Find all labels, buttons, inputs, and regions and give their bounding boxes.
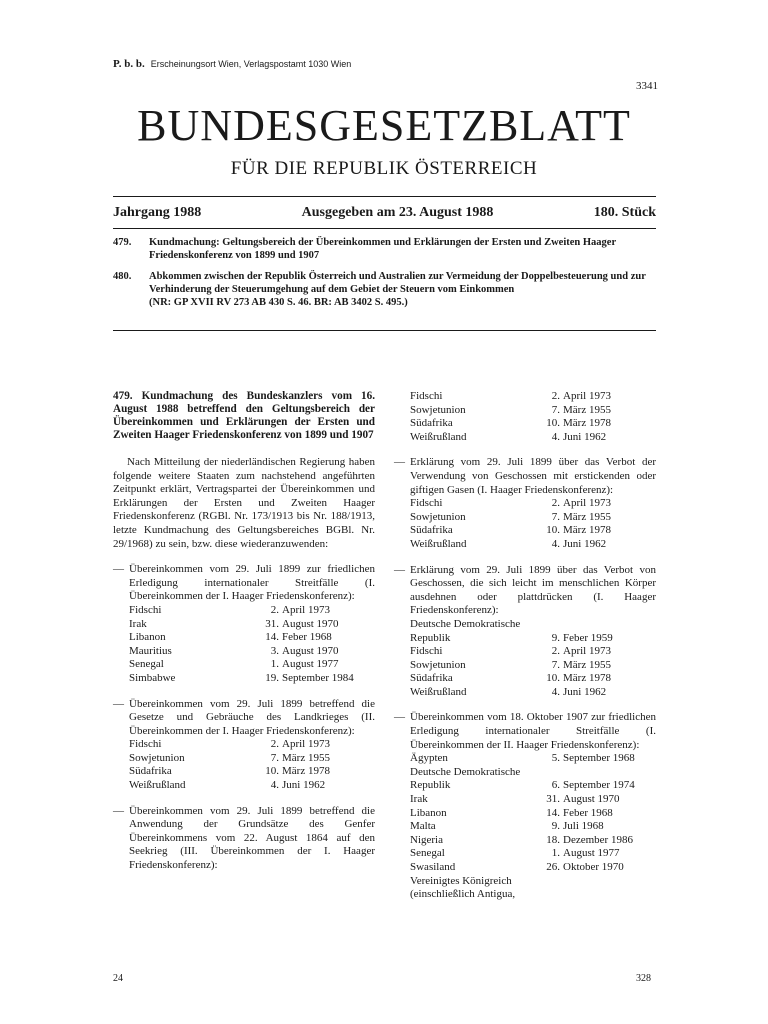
state-name: Weißrußland <box>410 685 467 698</box>
date-day: 5. <box>551 752 560 765</box>
date-day: 4. <box>551 537 560 550</box>
date-day: 4. <box>551 430 560 443</box>
state-name: Südafrika <box>410 524 453 537</box>
table-row <box>410 686 656 700</box>
table-row <box>410 497 656 511</box>
table-row <box>410 511 656 525</box>
date-day: 10. <box>546 417 560 430</box>
effective-date <box>544 766 656 780</box>
state-name: Vereinigtes Königreich <box>410 874 512 887</box>
state-name: Senegal <box>410 847 445 860</box>
date-day: 7. <box>551 403 560 416</box>
postal-bold: P. b. b. <box>113 58 145 70</box>
date-day: 2. <box>270 738 279 751</box>
state-name: Senegal <box>129 658 164 671</box>
rule-toc-end <box>113 330 656 331</box>
date-month-year: Juni 1962 <box>563 430 607 443</box>
state-table <box>410 390 656 444</box>
effective-date <box>263 658 375 672</box>
date-month-year: Juli 1968 <box>563 820 604 833</box>
table-row <box>410 779 656 793</box>
state-name: Irak <box>129 617 147 630</box>
date-month-year: Dezember 1986 <box>563 833 633 846</box>
dash-marker: — <box>394 456 405 469</box>
toc-reference: (NR: GP XVII RV 273 AB 430 S. 46. BR: AB 3402 S. 495.) <box>149 297 408 308</box>
right-column <box>394 390 656 902</box>
treaty-section <box>113 698 375 793</box>
treaty-text: Übereinkommen vom 18. Oktober 1907 zur friedlichen Erledigung internationaler Streitfälle (I. Übereinkommen der II. Haager Friedenskonferenz): <box>410 711 656 751</box>
state-name: Fidschi <box>410 645 443 658</box>
date-day: 6. <box>551 779 560 792</box>
state-name: Deutsche Demokratische <box>410 617 521 630</box>
treaty-description <box>394 456 656 497</box>
effective-date <box>263 779 375 793</box>
effective-date <box>544 752 656 766</box>
effective-date <box>263 631 375 645</box>
toc-number: 479. <box>113 237 132 248</box>
state-name: Südafrika <box>410 672 453 685</box>
state-name: Fidschi <box>410 390 443 402</box>
toc-number: 480. <box>113 271 132 282</box>
state-name: Deutsche Demokratische <box>410 765 521 778</box>
effective-date <box>544 511 656 525</box>
state-name: Malta <box>410 820 436 833</box>
rule-top <box>113 196 656 197</box>
state-table <box>410 497 656 551</box>
date-day: 9. <box>551 820 560 833</box>
state-name: Libanon <box>129 631 166 644</box>
effective-date <box>544 390 656 404</box>
left-sections <box>113 563 375 872</box>
date-month-year: August 1977 <box>563 847 620 860</box>
date-month-year: August 1970 <box>282 617 339 630</box>
table-row <box>410 645 656 659</box>
toc-text: Kundmachung: Geltungsbereich der Übereinkommen und Erklärungen der Ersten und Zweiten Haager Friedenskonferenz von 1899 und 1907 <box>149 237 616 261</box>
state-name: Südafrika <box>129 765 172 778</box>
effective-date <box>544 645 656 659</box>
treaty-section <box>113 805 375 873</box>
table-row <box>129 658 375 672</box>
toc-text: Abkommen zwischen der Republik Österreich und Australien zur Vermeidung der Doppelbesteuerung und zur Verhinderung der Steuerumgehung auf dem Gebiet der Steuern vom Einkommen <box>149 271 646 295</box>
date-month-year: Juni 1962 <box>563 537 607 550</box>
effective-date <box>263 645 375 659</box>
treaty-description <box>113 805 375 873</box>
table-row <box>129 752 375 766</box>
date-day: 14. <box>546 806 560 819</box>
table-row <box>129 631 375 645</box>
table-row <box>410 766 656 780</box>
state-name: Swasiland <box>410 861 456 873</box>
state-name: Nigeria <box>410 833 443 846</box>
table-row <box>129 618 375 632</box>
treaty-text: Übereinkommen vom 29. Juli 1899 zur friedlichen Erledigung internationaler Streitfälle (I. Übereinkommen der I. Haager Friedenskonferenz): <box>129 563 375 603</box>
date-month-year: März 1955 <box>282 751 330 764</box>
date-month-year: März 1978 <box>563 672 611 685</box>
table-row <box>129 765 375 779</box>
effective-date <box>544 888 656 902</box>
table-row <box>410 875 656 889</box>
date-month-year: März 1955 <box>563 658 611 671</box>
left-column <box>113 390 375 873</box>
date-month-year: April 1973 <box>563 390 611 402</box>
table-row <box>410 834 656 848</box>
stueck: 180. Stück <box>593 205 656 220</box>
treaty-text: Übereinkommen vom 29. Juli 1899 betreffend die Anwendung der Grundsätze des Genfer Übereinkommens vom 22. August 1864 auf den Seekrieg (III. Übereinkommen der I. Haager Friedenskonferenz): <box>129 804 375 872</box>
table-row <box>410 618 656 632</box>
date-month-year: April 1973 <box>563 645 611 658</box>
state-name: Ägypten <box>410 752 448 765</box>
date-day: 7. <box>270 751 279 764</box>
date-month-year: Juni 1962 <box>563 685 607 698</box>
date-month-year: Feber 1968 <box>282 631 332 644</box>
treaty-section <box>394 711 656 901</box>
date-day: 14. <box>265 631 279 644</box>
article-intro: Nach Mitteilung der niederländischen Regierung haben folgende weitere Staaten zum nachstehend angeführten Zeitpunkt erklärt, Vertragspartei der Übereinkommen und Erklärungen der Ersten und Zweiten Haager Friedenskonferenz (RGBl. Nr. 173/1913 bis Nr. 188/1913, letzte Kundmachung des Geltungsbereiches BGBl. Nr. 29/1968) zu sein, bzw. diese wiederanzuwenden: <box>113 456 375 550</box>
date-month-year: März 1978 <box>563 417 611 430</box>
state-name: Fidschi <box>129 603 162 616</box>
table-row <box>410 417 656 431</box>
effective-date <box>544 404 656 418</box>
effective-date <box>544 632 656 646</box>
date-day: 3. <box>270 644 279 657</box>
toc-entry <box>113 236 656 262</box>
date-day: 4. <box>270 779 279 792</box>
date-month-year: August 1970 <box>282 644 339 657</box>
effective-date <box>263 672 375 686</box>
state-name: (einschließlich Antigua, <box>410 888 516 901</box>
publication-title: BUNDESGESETZBLATT <box>137 101 631 150</box>
state-name: Sowjetunion <box>410 510 466 523</box>
date-month-year: März 1978 <box>563 524 611 537</box>
table-row <box>410 807 656 821</box>
treaty-section <box>394 564 656 700</box>
state-table <box>129 738 375 792</box>
state-name: Republik <box>410 631 451 644</box>
rule-issue <box>113 228 656 229</box>
table-row <box>129 738 375 752</box>
effective-date <box>544 672 656 686</box>
table-row <box>410 793 656 807</box>
date-month-year: Juni 1962 <box>282 779 326 792</box>
effective-date <box>544 524 656 538</box>
date-day: 2. <box>551 390 560 402</box>
effective-date <box>544 861 656 875</box>
state-table <box>129 604 375 686</box>
state-name: Libanon <box>410 806 447 819</box>
state-name: Simbabwe <box>129 671 176 684</box>
effective-date <box>544 875 656 889</box>
state-name: Weißrußland <box>129 779 186 792</box>
table-row <box>410 538 656 552</box>
state-name: Weißrußland <box>410 430 467 443</box>
effective-date <box>544 497 656 511</box>
date-month-year: März 1955 <box>563 510 611 523</box>
date-month-year: September 1984 <box>282 671 354 684</box>
toc-entry <box>113 270 656 309</box>
date-day: 7. <box>551 510 560 523</box>
date-month-year: Oktober 1970 <box>563 861 624 873</box>
treaty-description <box>394 711 656 752</box>
effective-date <box>263 765 375 779</box>
date-month-year: April 1973 <box>282 738 330 751</box>
date-day: 2. <box>551 645 560 658</box>
effective-date <box>544 807 656 821</box>
date-month-year: März 1955 <box>563 403 611 416</box>
ausgegeben: Ausgegeben am 23. August 1988 <box>301 205 494 220</box>
treaty-text: Erklärung vom 29. Juli 1899 über das Verbot der Verwendung von Geschossen mit erstickenden oder giftigen Gasen (I. Haager Friedenskonferenz): <box>410 456 656 496</box>
footer-left-number: 24 <box>113 973 123 984</box>
date-day: 18. <box>546 833 560 846</box>
date-day: 4. <box>551 685 560 698</box>
table-row <box>410 390 656 404</box>
date-day: 19. <box>265 671 279 684</box>
date-month-year: September 1968 <box>563 752 635 765</box>
dash-marker: — <box>113 563 124 576</box>
treaty-text: Übereinkommen vom 29. Juli 1899 betreffend die Gesetze und Gebräuche des Landkrieges (II. Übereinkommen der I. Haager Friedenskonferenz): <box>129 697 375 737</box>
effective-date <box>263 604 375 618</box>
state-name: Irak <box>410 793 428 806</box>
date-day: 1. <box>270 658 279 671</box>
effective-date <box>544 820 656 834</box>
date-month-year: April 1973 <box>282 603 330 616</box>
state-table <box>410 752 656 902</box>
dash-marker: — <box>394 563 405 576</box>
date-day: 7. <box>551 658 560 671</box>
date-day: 31. <box>546 793 560 806</box>
state-name: Sowjetunion <box>410 658 466 671</box>
effective-date <box>544 417 656 431</box>
date-day: 2. <box>270 603 279 616</box>
issue-line <box>113 205 656 221</box>
right-sections <box>394 456 656 901</box>
date-month-year: August 1977 <box>282 658 339 671</box>
effective-date <box>544 686 656 700</box>
date-day: 10. <box>265 765 279 778</box>
date-month-year: April 1973 <box>563 497 611 510</box>
date-month-year: August 1970 <box>563 793 620 806</box>
state-name: Fidschi <box>129 738 162 751</box>
date-month-year: Feber 1968 <box>563 806 613 819</box>
effective-date <box>544 779 656 793</box>
date-day: 10. <box>546 672 560 685</box>
treaty-description <box>394 564 656 618</box>
effective-date <box>544 538 656 552</box>
dash-marker: — <box>394 711 405 724</box>
table-row <box>410 632 656 646</box>
footer-right-number: 328 <box>636 973 651 984</box>
effective-date <box>544 431 656 445</box>
dash-marker: — <box>113 804 124 817</box>
state-name: Weißrußland <box>410 537 467 550</box>
table-row <box>129 604 375 618</box>
date-day: 1. <box>551 847 560 860</box>
publication-subtitle: FÜR DIE REPUBLIK ÖSTERREICH <box>230 158 538 179</box>
date-day: 10. <box>546 524 560 537</box>
date-day: 9. <box>551 631 560 644</box>
table-row <box>410 672 656 686</box>
table-row <box>129 645 375 659</box>
state-name: Sowjetunion <box>129 751 185 764</box>
effective-date <box>263 752 375 766</box>
table-row <box>410 524 656 538</box>
page-number-top: 3341 <box>636 80 658 92</box>
state-name: Republik <box>410 779 451 792</box>
treaty-description <box>113 563 375 604</box>
date-day: 26. <box>546 861 560 873</box>
treaty-section <box>394 456 656 551</box>
date-month-year: September 1974 <box>563 779 635 792</box>
postal-text: Erscheinungsort Wien, Verlagspostamt 1030 Wien <box>150 59 352 69</box>
article-heading <box>113 390 375 442</box>
table-row <box>410 820 656 834</box>
state-table <box>410 618 656 700</box>
effective-date <box>544 793 656 807</box>
jahrgang: Jahrgang 1988 <box>113 205 202 220</box>
effective-date <box>263 618 375 632</box>
treaty-section <box>113 563 375 685</box>
table-row <box>410 847 656 861</box>
effective-date <box>263 738 375 752</box>
table-row <box>129 779 375 793</box>
date-day: 31. <box>265 617 279 630</box>
effective-date <box>544 847 656 861</box>
table-row <box>410 659 656 673</box>
state-name: Mauritius <box>129 644 172 657</box>
state-name: Südafrika <box>410 417 453 430</box>
postal-notice <box>113 58 351 70</box>
table-row <box>129 672 375 686</box>
effective-date <box>544 618 656 632</box>
table-row <box>410 431 656 445</box>
table-row <box>410 752 656 766</box>
effective-date <box>544 834 656 848</box>
date-month-year: März 1978 <box>282 765 330 778</box>
table-row <box>410 888 656 902</box>
state-name: Sowjetunion <box>410 403 466 416</box>
table-row <box>410 404 656 418</box>
table-row <box>410 861 656 875</box>
effective-date <box>544 659 656 673</box>
date-month-year: Feber 1959 <box>563 631 613 644</box>
state-name: Fidschi <box>410 497 443 510</box>
treaty-text: Erklärung vom 29. Juli 1899 über das Verbot von Geschossen, die sich leicht im menschlichen Körper ausdehnen oder plattdrücken (I. Haager Friedenskonferenz): <box>410 563 656 617</box>
dash-marker: — <box>113 697 124 710</box>
date-day: 2. <box>551 497 560 510</box>
treaty-description <box>113 698 375 739</box>
article-number: 479. <box>113 390 133 402</box>
article-heading-text: Kundmachung des Bundeskanzlers vom 16. August 1988 betreffend den Geltungsbereich der Übereinkommen und Erklärungen der Ersten und Zweiten Haager Friedenskonferenz von 1899 und 1907 <box>113 390 376 441</box>
